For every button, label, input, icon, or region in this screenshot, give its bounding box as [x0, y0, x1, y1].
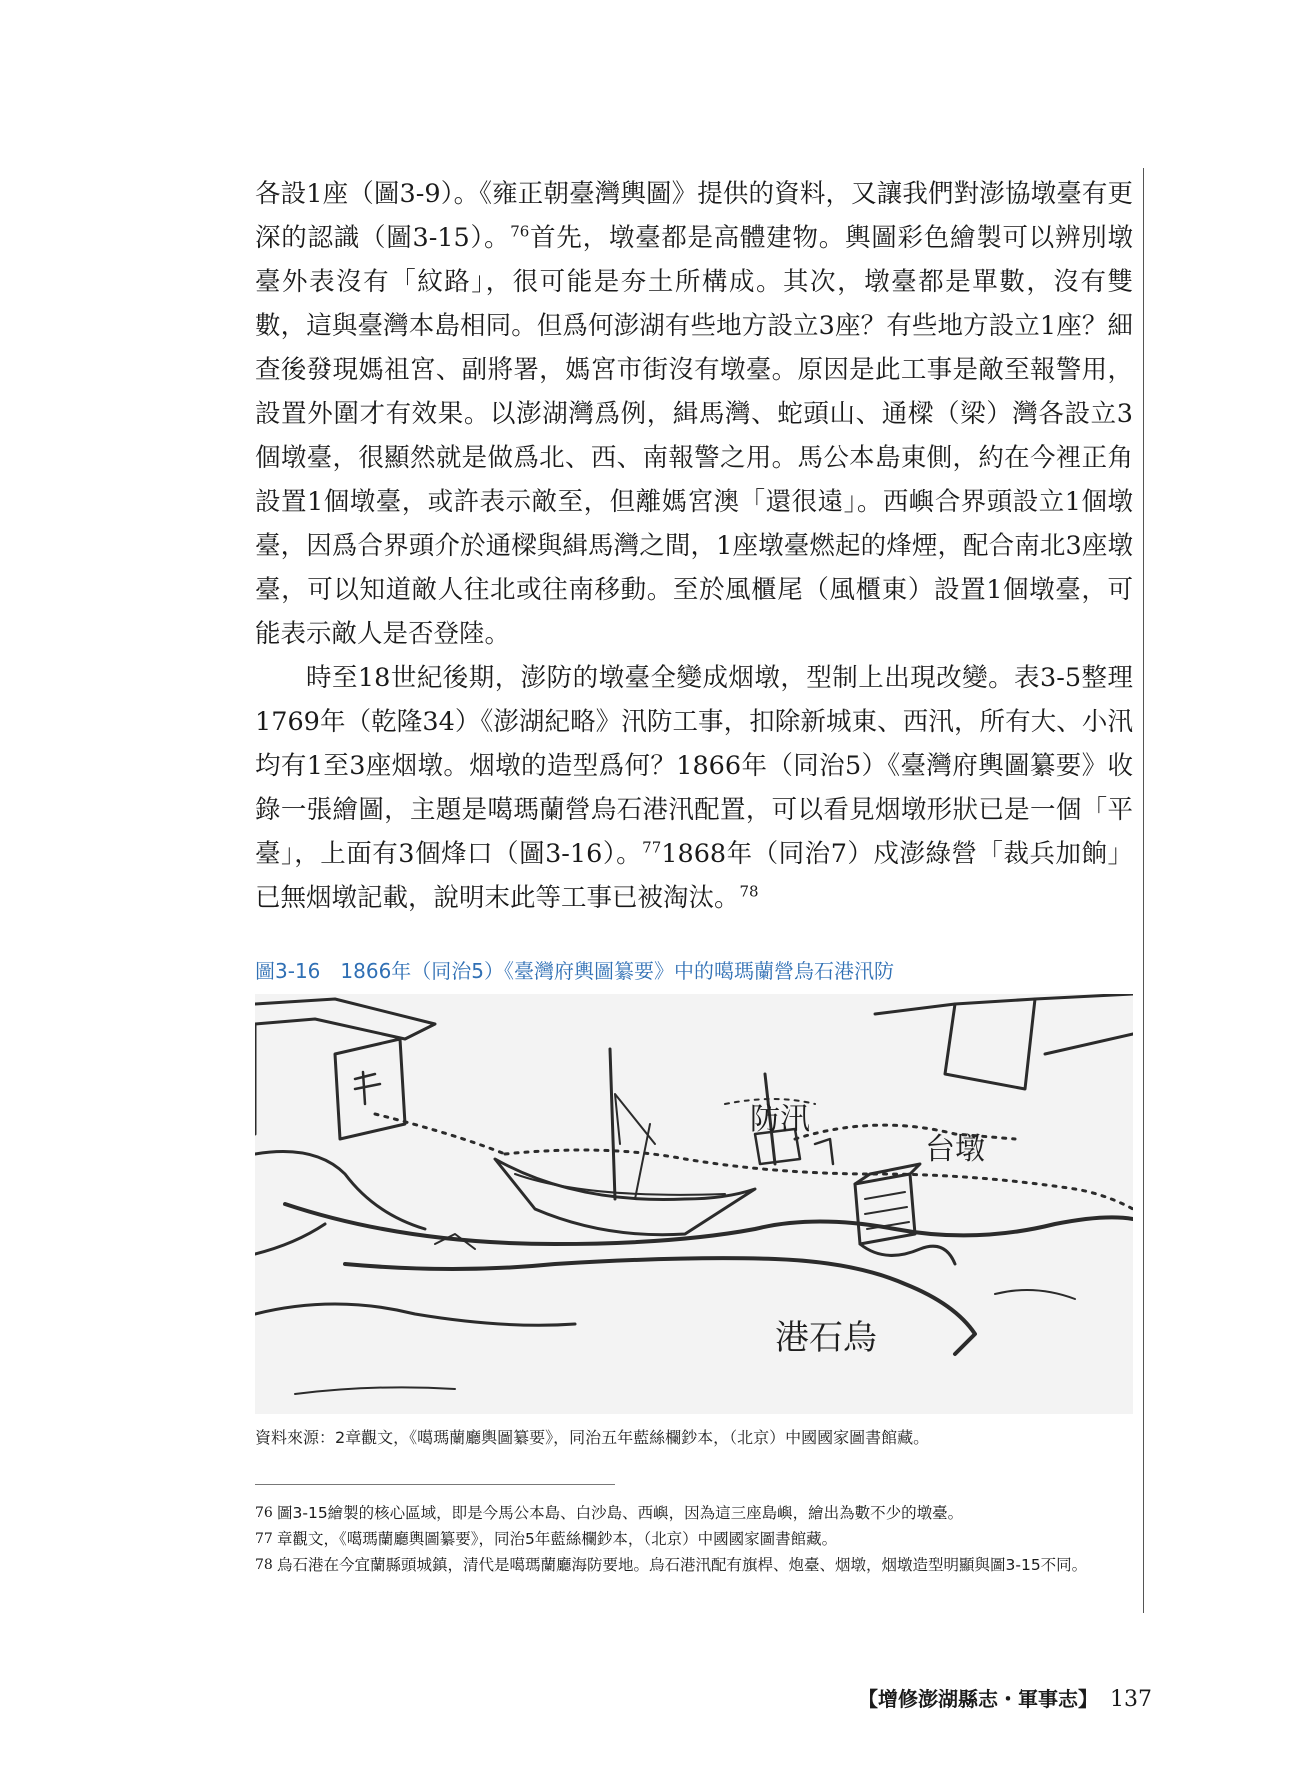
map-label-taidun: 台墩 [925, 1132, 985, 1167]
book-title: 【增修澎湖縣志・軍事志】 [858, 1687, 1098, 1711]
footnote-rule [255, 1484, 615, 1485]
footnote-number: 77 [255, 1531, 273, 1547]
footnote-number: 76 [255, 1505, 273, 1521]
footnote-77 [255, 1526, 1140, 1552]
footnote-ref: 77 [642, 838, 662, 857]
footnote-text: 圖3-15繪製的核心區域，即是今馬公本島、白沙島、西嶼，因為這三座島嶼，繪出為數不少的墩臺。 [277, 1504, 964, 1522]
footnotes [255, 1500, 1140, 1578]
page-number: 137 [1110, 1687, 1152, 1712]
map-label-wushi: 港石烏 [775, 1318, 877, 1358]
footnote-ref: 76 [510, 222, 530, 241]
paragraph-1 [255, 172, 1133, 656]
footnote-number: 78 [255, 1557, 273, 1573]
map-illustration [255, 994, 1133, 1414]
margin-rule [1143, 168, 1144, 1613]
paragraph-2 [255, 656, 1133, 920]
map-label-fangxun: 防汛 [750, 1102, 810, 1137]
footnote-text: 章觀文，《噶瑪蘭廳輿圖纂要》，同治5年藍絲欄鈔本，（北京）中國國家圖書館藏。 [277, 1530, 838, 1548]
text-run: 各設1座（圖3-9）。《雍正朝臺灣輿圖》提供的資料，又讓我們對澎協墩臺有更深的認識（圖3-15）。 [255, 179, 1133, 253]
text-run: 時至18世紀後期，澎防的墩臺全變成烟墩，型制上出現改變。表3-5整理1769年（乾隆34）《澎湖紀略》汛防工事，扣除新城東、西汛，所有大、小汛均有1至3座烟墩。烟墩的造型爲何？1866年（同治5）《臺灣府輿圖纂要》收錄一張繪圖，主題是噶瑪蘭營烏石港汛配置，可以看見烟墩形狀已是一個「平臺」，上面有3個烽口（圖3-16）。 [255, 663, 1133, 869]
footnote-78 [255, 1552, 1140, 1578]
footnote-ref: 78 [739, 882, 759, 901]
footnote-76 [255, 1500, 1140, 1526]
text-run: 1868年（同治7）戍澎綠營「裁兵加餉」已無烟墩記載，說明末此等工事已被淘汰。 [255, 839, 1134, 913]
text-run: 首先，墩臺都是高體建物。輿圖彩色繪製可以辨別墩臺外表沒有「紋路」，很可能是夯土所構成。其次，墩臺都是單數，沒有雙數，這與臺灣本島相同。但爲何澎湖有些地方設立3座？有些地方設立1座？細查後發現媽祖宮、副將署，媽宮市街沒有墩臺。原因是此工事是敵至報警用，設置外圍才有效果。以澎湖灣爲例，緝馬灣、蛇頭山、通樑（梁）灣各設立3個墩臺，很顯然就是做爲北、西、南報警之用。馬公本島東側，約在今裡正角設置1個墩臺，或許表示敵至，但離媽宮澳「還很遠」。西嶼合界頭設立1個墩臺，因爲合界頭介於通樑與緝馬灣之間，1座墩臺燃起的烽煙，配合南北3座墩臺，可以知道敵人往北或往南移動。至於風櫃尾（風櫃東）設置1個墩臺，可能表示敵人是否登陸。 [255, 223, 1133, 649]
figure-caption: 圖3-16 1866年（同治5）《臺灣府輿圖纂要》中的噶瑪蘭營烏石港汛防 [255, 959, 895, 983]
footnote-text: 烏石港在今宜蘭縣頭城鎮，清代是噶瑪蘭廳海防要地。烏石港汛配有旗桿、炮臺、烟墩，烟墩造型明顯與圖3-15不同。 [277, 1556, 1088, 1574]
running-footer [858, 1683, 1152, 1712]
historical-map-figure [255, 994, 1133, 1414]
figure-source: 資料來源：2章觀文，《噶瑪蘭廳輿圖纂要》，同治五年藍絲欄鈔本，（北京）中國國家圖書館藏。 [255, 1428, 930, 1447]
body-text [255, 172, 1133, 920]
